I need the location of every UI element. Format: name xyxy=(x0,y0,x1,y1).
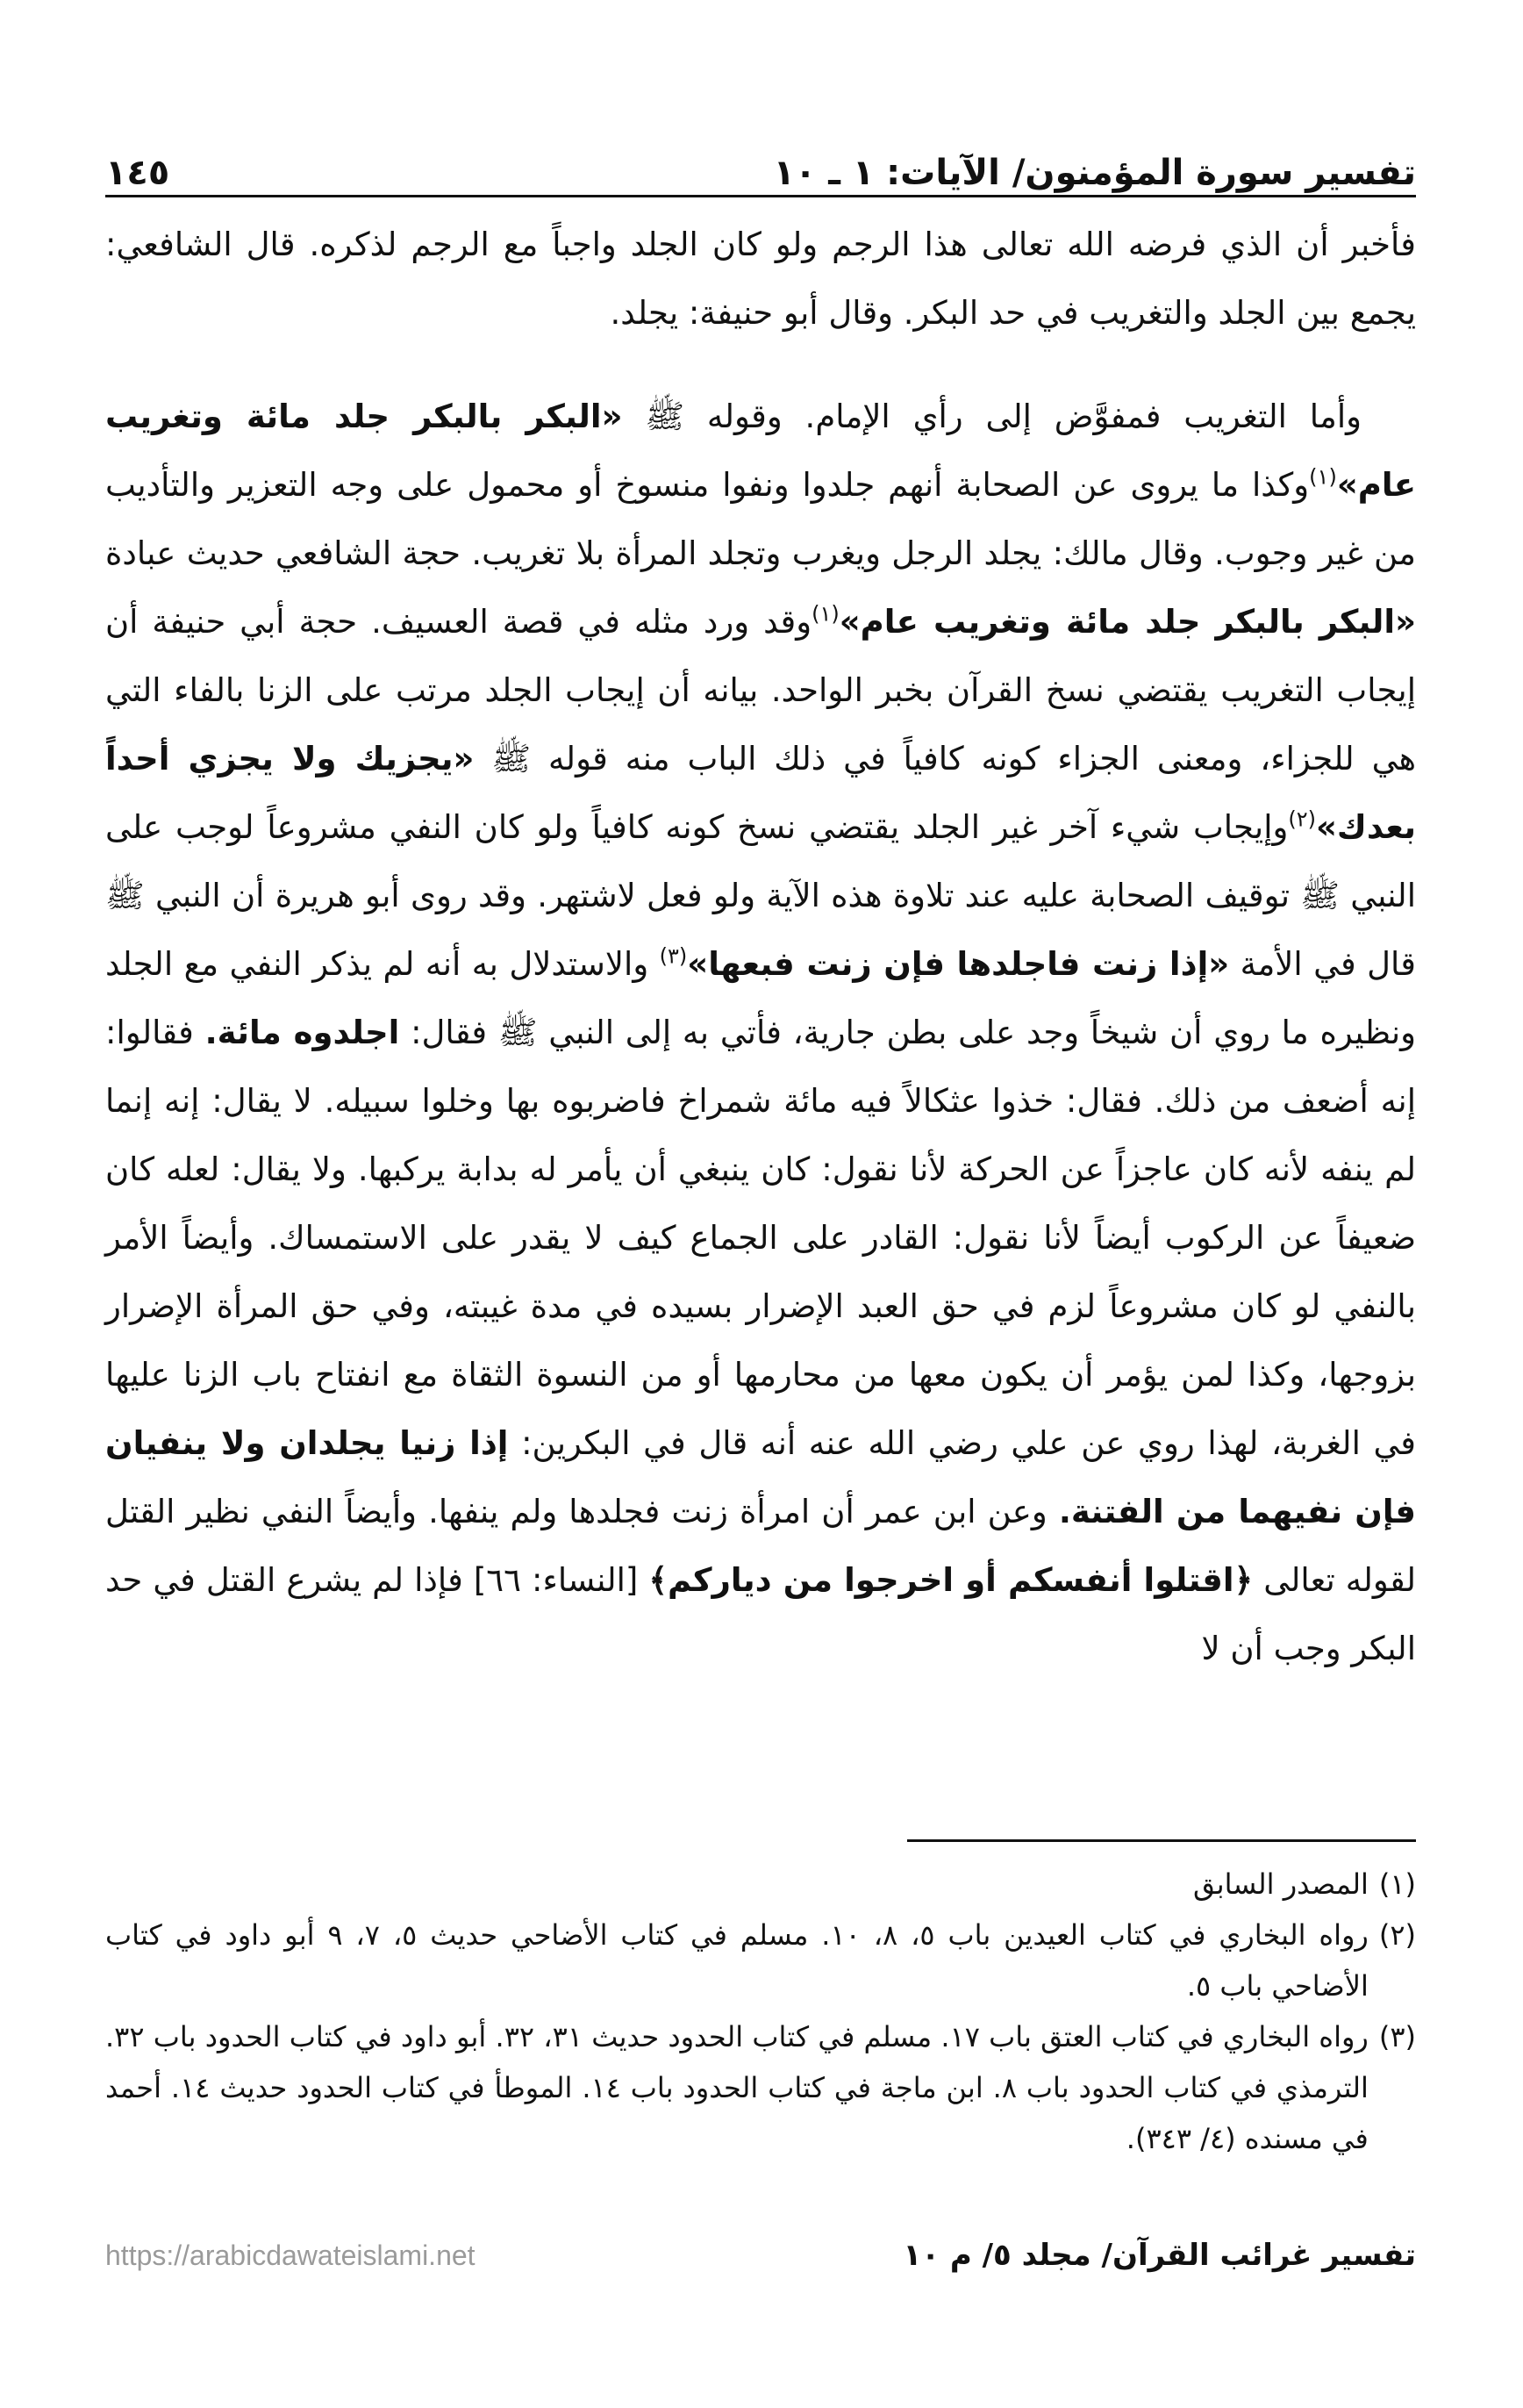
running-title: تفسير سورة المؤمنون/ الآيات: ١ ـ ١٠ xyxy=(773,153,1416,193)
text-run: والاستدلال به أنه لم يذكر النفي مع الجلد ونظيره ما روي أن شيخاً وجد على بطن جارية، فأتي به إلى النبي ﷺ فقال: xyxy=(105,945,1416,1051)
footnote-text: رواه البخاري في كتاب العتق باب ١٧. مسلم في كتاب الحدود حديث ٣١، ٣٢. أبو داود في كتاب الحدود باب ٣٢. الترمذي في كتاب الحدود باب ٨. ابن ماجة في كتاب الحدود باب ١٤. الموطأ في كتاب الحدود حديث ١٤. أحمد في مسنده (٤/ ٣٤٣). xyxy=(105,2020,1369,2155)
watermark: https://arabicdawateislami.net xyxy=(105,2239,475,2271)
verse-reference: [النساء: ٦٦] xyxy=(462,1561,649,1599)
footnote-number: (١) xyxy=(1378,1867,1416,1901)
book-title: تفسير غرائب القرآن/ مجلد ٥/ م ١٠ xyxy=(903,2238,1416,2273)
text-run: فإذا لم يشرع القتل في حد البكر وجب أن لا xyxy=(105,1561,1416,1667)
footnote-ref: (٢) xyxy=(1288,806,1317,832)
footnote-ref: (١) xyxy=(1309,464,1337,490)
page-header xyxy=(105,132,1416,193)
hadith-quote: اجلدوه مائة. xyxy=(204,1014,400,1051)
footnote-text: رواه البخاري في كتاب العيدين باب ٥، ٨، ١٠. مسلم في كتاب الأضاحي حديث ٥، ٧، ٩ أبو داود في كتاب الأضاحي باب ٥. xyxy=(105,1918,1369,2003)
paragraph-2 xyxy=(105,383,1416,1683)
text-run: فقالوا: إنه أضعف من ذلك. فقال: خذوا عثكالاً فيه مائة شمراخ فاضربوه بها وخلوا سبيله. لا يقال: إنه إنما لم ينفه لأنه كان عاجزاً عن الحركة لأنا نقول: كان ينبغي أن يأمر له بدابة يركبها. ولا يقال: لعله كان ضعيفاً عن الركوب أيضاً لأنا نقول: القادر على الجماع كيف لا يقدر على الاستمساك. وأيضاً الأمر بالنفي لو كان مشروعاً لزم في حق العبد الإضرار بسيده في مدة غيبته، وفي حق المرأة الإضرار بزوجها، وكذا لمن يؤمر أن يكون معها من محارمها أو من النسوة الثقاة مع انفتاح باب الزنا عليها في الغربة، لهذا روي عن علي رضي الله عنه أنه قال في البكرين: xyxy=(105,1014,1416,1462)
hadith-quote: «إذا زنت فاجلدها فإن زنت فبعها» xyxy=(687,945,1230,983)
footnote-number: (٢) xyxy=(1378,1918,1416,1952)
page-number: ١٤٥ xyxy=(105,153,170,193)
footnote-number: (٣) xyxy=(1378,2020,1416,2053)
hadith-quote: «البكر بالبكر جلد مائة وتغريب عام» xyxy=(105,398,1416,504)
text-run: وإيجاب شيء آخر غير الجلد يقتضي نسخ كونه كافياً ولو كان النفي مشروعاً لوجب على النبي ﷺ توقيف الصحابة عليه عند تلاوة هذه الآية ولو فعل لاشتهر. وقد روى أبو هريرة أن النبي ﷺ قال في الأمة xyxy=(105,808,1416,983)
footnote-rule xyxy=(907,1839,1416,1842)
hadith-quote: «يجزيك ولا يجزي أحداً بعدك» xyxy=(105,740,1416,846)
text-run: وأما التغريب فمفوَّض إلى رأي الإمام. وقوله ﷺ xyxy=(622,398,1362,435)
page-footer xyxy=(105,2229,1416,2282)
paragraph-1: فأخبر أن الذي فرضه الله تعالى هذا الرجم ولو كان الجلد واجباً مع الرجم لذكره. قال الشافعي: يجمع بين الجلد والتغريب في حد البكر. وقال أبو حنيفة: يجلد. xyxy=(105,226,1416,332)
header-rule xyxy=(105,195,1416,197)
footnote-item xyxy=(105,2011,1416,2164)
footnote-text: المصدر السابق xyxy=(1193,1867,1369,1901)
footnote-item xyxy=(105,1859,1416,1910)
main-text xyxy=(105,211,1416,1683)
text-run: وعن ابن عمر أن امرأة زنت فجلدها ولم ينفها. وأيضاً النفي نظير القتل لقوله تعالى xyxy=(105,1493,1417,1599)
footnotes xyxy=(105,1859,1416,2164)
hadith-quote: «البكر بالبكر جلد مائة وتغريب عام» xyxy=(839,603,1416,641)
footnote-ref: (٣) xyxy=(659,943,688,969)
text-run: وكذا ما يروى عن الصحابة أنهم جلدوا ونفوا منسوخ أو محمول على وجه التعزير والتأديب من غير وجوب. وقال مالك: يجلد الرجل ويغرب وتجلد المرأة بلا تغريب. حجة الشافعي حديث عبادة xyxy=(105,466,1416,572)
quran-verse: ﴿اقتلوا أنفسكم أو اخرجوا من دياركم﴾ xyxy=(648,1561,1254,1599)
text-run: وقد ورد مثله في قصة العسيف. حجة أبي حنيفة أن إيجاب التغريب يقتضي نسخ القرآن بخبر الواحد. بيانه أن إيجاب الجلد مرتب على الزنا بالفاء التي هي للجزاء، ومعنى الجزاء كونه كافياً في ذلك الباب منه قوله ﷺ xyxy=(105,603,1416,778)
footnote-item xyxy=(105,1910,1416,2011)
quote: إذا زنيا يجلدان ولا ينفيان فإن نفيهما من الفتنة. xyxy=(105,1424,1416,1530)
footnote-ref: (١) xyxy=(812,601,840,627)
